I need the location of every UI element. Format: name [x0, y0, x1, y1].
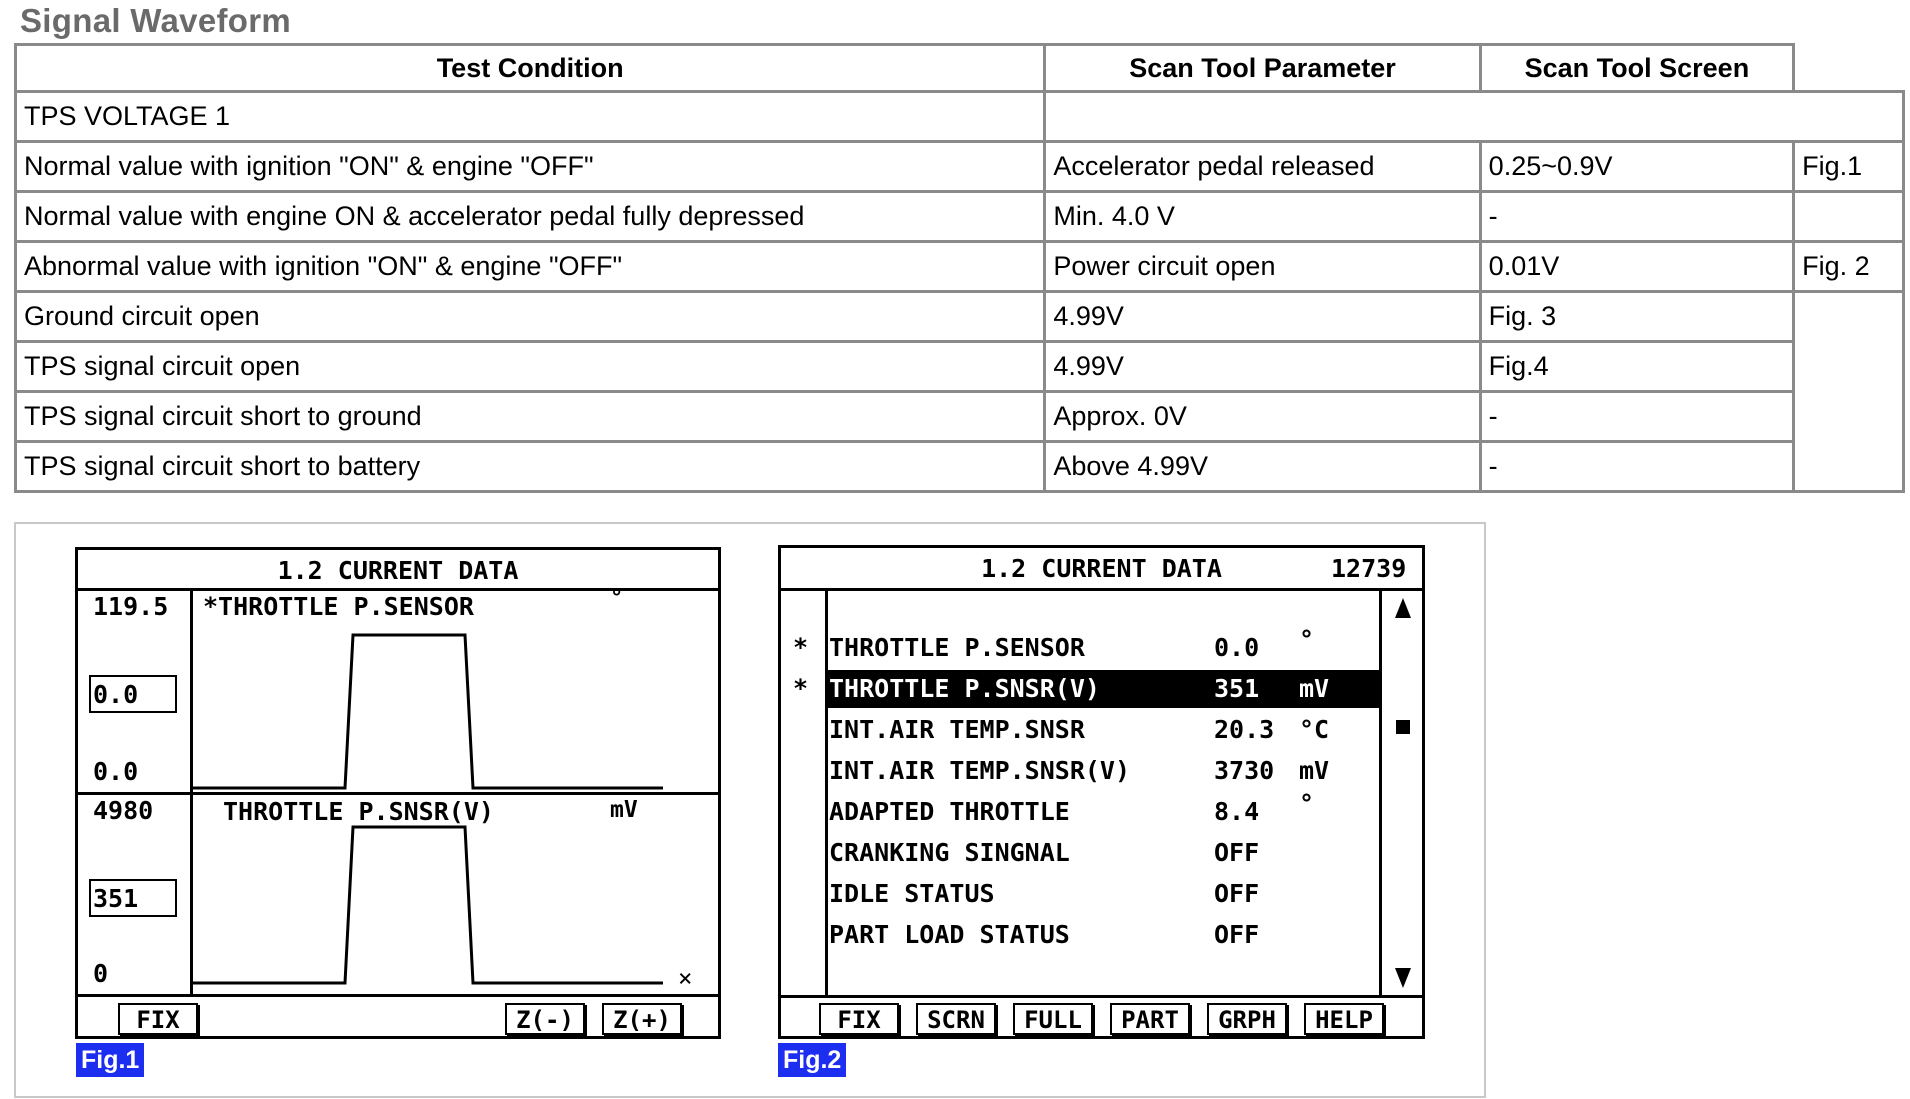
cell-fig-ref: Fig. 2: [1794, 242, 1904, 292]
section-blank: [1045, 92, 1904, 142]
cell-screen: -: [1480, 442, 1793, 492]
table-row: [16, 192, 1904, 242]
fig1-bottom-label: THROTTLE P.SNSR(V): [223, 797, 494, 826]
header-test-condition: Test Condition: [16, 45, 1045, 92]
row-unit: mV: [1299, 756, 1330, 785]
signal-table: [14, 43, 1905, 493]
cell-screen: 0.01V: [1480, 242, 1793, 292]
section-row: [16, 92, 1904, 142]
header-blank: [1794, 45, 1904, 92]
section-label: TPS VOLTAGE 1: [16, 92, 1045, 142]
row-name: THROTTLE P.SENSOR: [829, 633, 1085, 662]
cell-parameter: Power circuit open: [1045, 242, 1480, 292]
table-row: [16, 292, 1904, 342]
cell-condition: TPS signal circuit short to ground: [16, 392, 1045, 442]
row-mark: *: [793, 633, 809, 662]
fig1-zoom-out-button[interactable]: Z(-): [505, 1003, 585, 1035]
fig1-fix-button[interactable]: FIX: [118, 1003, 198, 1035]
cell-screen: -: [1480, 192, 1793, 242]
fig2-full-button[interactable]: FULL: [1013, 1003, 1093, 1035]
fig2-scrn-button[interactable]: SCRN: [916, 1003, 996, 1035]
fig2-title: 1.2 CURRENT DATA: [981, 554, 1222, 583]
row-unit: mV: [1299, 674, 1330, 703]
fig1-bottom-max: 4980: [93, 796, 154, 825]
list-item[interactable]: [781, 789, 1422, 831]
row-value: 20.3: [1214, 715, 1275, 744]
table-row: [16, 392, 1904, 442]
row-name: THROTTLE P.SNSR(V): [829, 674, 1100, 703]
cell-fig-ref: Fig.1: [1794, 142, 1904, 192]
table-row: [16, 142, 1904, 192]
cell-condition: TPS signal circuit open: [16, 342, 1045, 392]
cell-condition: Abnormal value with ignition "ON" & engine "OFF": [16, 242, 1045, 292]
row-value: 0.0: [1214, 633, 1260, 662]
cell-condition: Normal value with ignition "ON" & engine "OFF": [16, 142, 1045, 192]
fig2-scan-screen: [778, 545, 1425, 1039]
cell-parameter: 4.99V: [1045, 292, 1480, 342]
row-value: 351: [1214, 674, 1260, 703]
fig2-counter: 12739: [1331, 554, 1407, 583]
list-item[interactable]: [781, 711, 1422, 749]
row-name: ADAPTED THROTTLE: [829, 797, 1070, 826]
fig1-top-min: 0.0: [93, 757, 139, 786]
cell-parameter: Approx. 0V: [1045, 392, 1480, 442]
row-name: INT.AIR TEMP.SNSR(V): [829, 756, 1131, 785]
fig1-top-current-box: [89, 675, 177, 713]
table-header-row: [16, 45, 1904, 92]
fig2-grph-button[interactable]: GRPH: [1207, 1003, 1287, 1035]
table-row: [16, 442, 1904, 492]
cell-parameter: Accelerator pedal released: [1045, 142, 1480, 192]
fig2-part-button[interactable]: PART: [1110, 1003, 1190, 1035]
cell-parameter: 4.99V: [1045, 342, 1480, 392]
cell-condition: Ground circuit open: [16, 292, 1045, 342]
cell-condition: TPS signal circuit short to battery: [16, 442, 1045, 492]
list-item[interactable]: [781, 875, 1422, 913]
fig1-scan-screen: [75, 547, 721, 1039]
row-unit: °: [1299, 789, 1315, 818]
cell-fig-ref: [1794, 192, 1904, 242]
list-item[interactable]: [781, 752, 1422, 790]
fig1-bottom-unit: mV: [610, 797, 638, 823]
row-name: PART LOAD STATUS: [829, 920, 1070, 949]
row-value: 8.4: [1214, 797, 1260, 826]
row-value: OFF: [1214, 920, 1260, 949]
cell-screen: Fig. 3: [1480, 292, 1793, 342]
fig1-close-icon[interactable]: ×: [678, 964, 693, 992]
cell-parameter: Above 4.99V: [1045, 442, 1480, 492]
header-scan-tool-screen: Scan Tool Screen: [1480, 45, 1793, 92]
cell-fig-ref-merged: [1794, 292, 1904, 492]
list-item[interactable]: [781, 834, 1422, 872]
cell-screen: Fig.4: [1480, 342, 1793, 392]
cell-condition: Normal value with engine ON & accelerator pedal fully depressed: [16, 192, 1045, 242]
table-row: [16, 242, 1904, 292]
fig1-top-unit: °: [610, 586, 624, 611]
cell-screen: 0.25~0.9V: [1480, 142, 1793, 192]
list-item-selected[interactable]: [828, 670, 1379, 708]
row-value: 3730: [1214, 756, 1275, 785]
row-unit: °: [1299, 625, 1315, 654]
fig1-top-current: 0.0: [93, 680, 139, 709]
scroll-down-icon[interactable]: [1395, 968, 1411, 988]
fig1-bottom-waveform: [193, 795, 718, 994]
row-mark: *: [793, 674, 809, 703]
row-name: CRANKING SINGNAL: [829, 838, 1070, 867]
scroll-up-icon[interactable]: [1395, 598, 1411, 618]
list-item[interactable]: [781, 916, 1422, 954]
header-scan-tool-parameter: Scan Tool Parameter: [1045, 45, 1480, 92]
fig1-top-max: 119.5: [93, 592, 169, 621]
list-item[interactable]: [781, 625, 1422, 667]
row-name: IDLE STATUS: [829, 879, 995, 908]
fig1-bottom-min: 0: [93, 959, 109, 988]
row-value: OFF: [1214, 838, 1260, 867]
fig1-top-waveform: [193, 590, 718, 792]
fig2-fix-button[interactable]: FIX: [819, 1003, 899, 1035]
row-value: OFF: [1214, 879, 1260, 908]
fig1-zoom-in-button[interactable]: Z(+): [602, 1003, 682, 1035]
fig1-title: 1.2 CURRENT DATA: [277, 556, 519, 585]
row-unit: °C: [1299, 715, 1330, 744]
cell-screen: -: [1480, 392, 1793, 442]
fig1-caption: Fig.1: [76, 1043, 144, 1077]
page-title: Signal Waveform: [20, 2, 291, 39]
fig1-bottom-current-box: [89, 879, 177, 917]
fig2-caption: Fig.2: [778, 1043, 846, 1077]
fig2-help-button[interactable]: HELP: [1304, 1003, 1384, 1035]
cell-parameter: Min. 4.0 V: [1045, 192, 1480, 242]
row-name: INT.AIR TEMP.SNSR: [829, 715, 1085, 744]
table-row: [16, 342, 1904, 392]
fig1-top-label: *THROTTLE P.SENSOR: [203, 592, 474, 621]
fig1-bottom-current: 351: [93, 884, 139, 913]
